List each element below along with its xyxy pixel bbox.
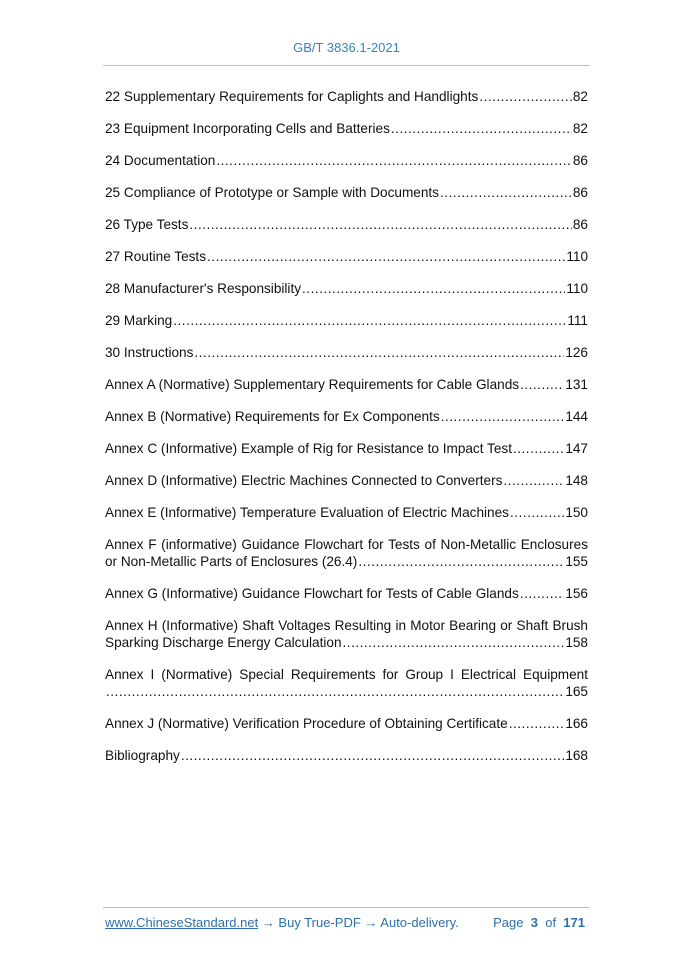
- toc-entry[interactable]: [105, 376, 588, 393]
- toc-entry-title: 29 Marking: [105, 313, 173, 328]
- dot-leader: [520, 376, 564, 393]
- toc-entry[interactable]: [105, 120, 588, 137]
- toc-entry-title-line1: Annex H (Informative) Shaft Voltages Resulting in Motor Bearing or Shaft Brush: [105, 618, 588, 633]
- document-header: GB/T 3836.1-2021: [293, 40, 400, 55]
- toc-entry-title: 30 Instructions: [105, 345, 194, 360]
- dot-leader: [173, 312, 566, 329]
- toc-entry[interactable]: [105, 344, 588, 361]
- toc-page-number: 86: [572, 153, 588, 168]
- toc-page-number: 131: [565, 377, 588, 392]
- dot-leader: [509, 715, 565, 732]
- table-of-contents: [105, 88, 588, 779]
- toc-page-number: 86: [572, 217, 588, 232]
- toc-entry-title: Annex G (Informative) Guidance Flowchart for Tests of Cable Glands: [105, 586, 519, 601]
- dot-leader: [513, 440, 564, 457]
- toc-page-number: 111: [567, 313, 588, 328]
- dot-leader: [520, 585, 565, 602]
- toc-page-number: 110: [566, 281, 588, 296]
- toc-entry-title: Sparking Discharge Energy Calculation: [105, 635, 342, 650]
- toc-page-number: 86: [572, 185, 588, 200]
- toc-entry-title-line1: Annex I (Normative) Special Requirements for Group I Electrical Equipment: [105, 667, 588, 682]
- footer-text: → Buy True-PDF → Auto-delivery.: [258, 915, 459, 930]
- toc-page-number: 150: [565, 505, 588, 520]
- toc-entry-title: 24 Documentation: [105, 153, 216, 168]
- toc-page-number: 155: [565, 554, 588, 569]
- toc-page-number: 147: [565, 441, 588, 456]
- dot-leader: [510, 504, 564, 521]
- dot-leader: [479, 88, 572, 105]
- toc-entry-title: Annex E (Informative) Temperature Evaluation of Electric Machines: [105, 505, 509, 520]
- toc-entry[interactable]: [105, 248, 588, 265]
- toc-page-number: 148: [565, 473, 588, 488]
- toc-entry[interactable]: [105, 472, 588, 489]
- toc-entry-title: or Non-Metallic Parts of Enclosures (26.4): [105, 554, 358, 569]
- dot-leader: [358, 553, 564, 570]
- toc-entry-title: Annex C (Informative) Example of Rig for Resistance to Impact Test: [105, 441, 512, 456]
- toc-entry-title: 28 Manufacturer's Responsibility: [105, 281, 302, 296]
- dot-leader: [194, 344, 564, 361]
- toc-entry[interactable]: [105, 408, 588, 425]
- toc-page-number: 110: [566, 249, 588, 264]
- dot-leader: [503, 472, 564, 489]
- toc-page-number: 126: [565, 345, 588, 360]
- toc-entry[interactable]: [105, 152, 588, 169]
- toc-entry[interactable]: [105, 88, 588, 105]
- toc-entry-title: Annex J (Normative) Verification Procedure of Obtaining Certificate: [105, 716, 508, 731]
- toc-entry[interactable]: [105, 504, 588, 521]
- toc-entry-title: Bibliography: [105, 748, 180, 763]
- dot-leader: [189, 216, 571, 233]
- toc-entry[interactable]: [105, 585, 588, 602]
- toc-entry[interactable]: [105, 715, 588, 732]
- toc-entry[interactable]: [105, 440, 588, 457]
- toc-entry-title: Annex A (Normative) Supplementary Requirements for Cable Glands: [105, 377, 520, 392]
- toc-entry[interactable]: [105, 312, 588, 329]
- footer: [105, 915, 585, 930]
- footer-promo: [105, 915, 459, 930]
- toc-entry[interactable]: [105, 747, 588, 764]
- toc-page-number: 166: [565, 716, 588, 731]
- dot-leader: [207, 248, 565, 265]
- toc-entry-title: Annex D (Informative) Electric Machines Connected to Converters: [105, 473, 503, 488]
- toc-page-number: 144: [565, 409, 588, 424]
- toc-entry[interactable]: [105, 184, 588, 201]
- toc-entry-title: 22 Supplementary Requirements for Caplights and Handlights: [105, 89, 479, 104]
- toc-page-number: 156: [565, 586, 588, 601]
- toc-entry-title: 25 Compliance of Prototype or Sample with Documents: [105, 185, 439, 200]
- dot-leader: [391, 120, 572, 137]
- footer-rule: [103, 907, 590, 908]
- toc-entry-title: 23 Equipment Incorporating Cells and Batteries: [105, 121, 390, 136]
- dot-leader: [343, 634, 565, 651]
- toc-entry-title: 26 Type Tests: [105, 217, 189, 232]
- toc-page-number: 168: [565, 748, 588, 763]
- website-link[interactable]: www.ChineseStandard.net: [105, 915, 259, 930]
- toc-page-number: 82: [572, 89, 588, 104]
- toc-entry[interactable]: [105, 280, 588, 297]
- toc-page-number: 158: [565, 635, 588, 650]
- total-pages: 171: [563, 915, 585, 930]
- toc-page-number: 165: [565, 684, 588, 699]
- toc-entry[interactable]: [105, 666, 588, 700]
- header-rule: [103, 65, 590, 66]
- toc-entry-title: 27 Routine Tests: [105, 249, 207, 264]
- toc-entry-title-line1: Annex F (informative) Guidance Flowchart for Tests of Non-Metallic Enclosures: [105, 537, 588, 552]
- toc-entry-title: Annex B (Normative) Requirements for Ex Components: [105, 409, 440, 424]
- dot-leader: [302, 280, 565, 297]
- toc-entry[interactable]: [105, 216, 588, 233]
- dot-leader: [106, 683, 564, 700]
- toc-page-number: 82: [572, 121, 588, 136]
- page-indicator: Page 3 of 171: [493, 915, 585, 930]
- toc-entry[interactable]: [105, 617, 588, 651]
- dot-leader: [181, 747, 565, 764]
- toc-entry[interactable]: [105, 536, 588, 570]
- dot-leader: [440, 184, 572, 201]
- dot-leader: [216, 152, 572, 169]
- current-page: 3: [530, 915, 538, 930]
- dot-leader: [441, 408, 565, 425]
